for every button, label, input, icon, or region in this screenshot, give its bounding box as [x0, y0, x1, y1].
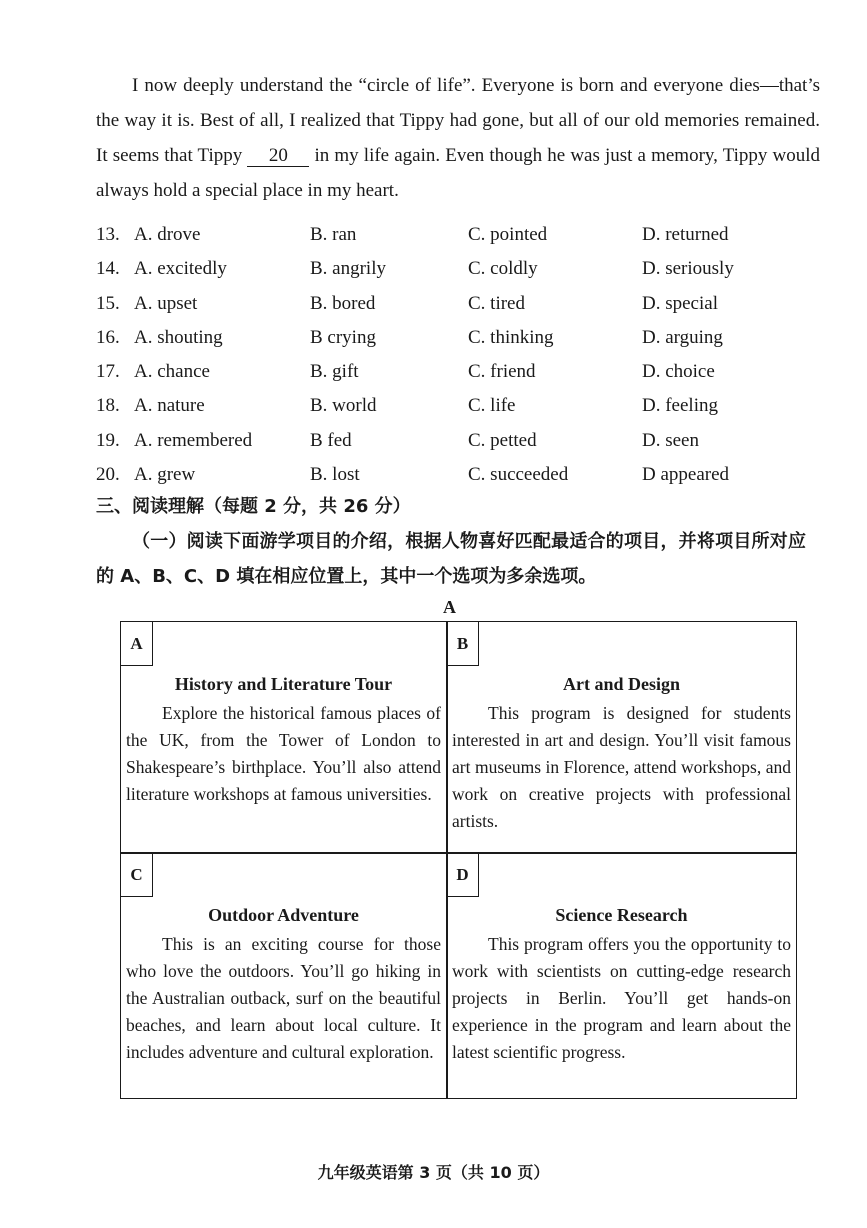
option-b: B fed [310, 429, 352, 451]
option-d: D. seriously [642, 258, 734, 280]
option-c: C. petted [468, 429, 537, 451]
program-letter: A [121, 622, 153, 666]
option-b: B. lost [310, 464, 360, 486]
question-row [96, 252, 820, 286]
blank-20: 20 [247, 146, 309, 167]
option-c: C. thinking [468, 326, 554, 348]
option-a: A. upset [134, 292, 198, 314]
cloze-passage-ending [96, 68, 820, 208]
passage-text-1: I now deeply understand the “circle of life”. Everyone is born and everyone dies—that’s the way it is. Best of all, I realized that Tippy had gone, but all of our old memories remained. It seems that Tippy [96, 75, 820, 166]
option-c: C. succeeded [468, 464, 569, 486]
program-cell-b [447, 622, 796, 852]
program-description: This is an exciting course for those who love the outdoors. You’ll go hiking in the Australian outback, surf on the beautiful beaches, and learn about local culture. It includes adventure and cultural exploration. [126, 934, 441, 1062]
program-title: Science Research [555, 905, 688, 925]
question-row [96, 355, 820, 389]
program-cell-c [121, 853, 446, 1098]
program-description: Explore the historical famous places of the UK, from the Tower of London to Shakespeare’s birthplace. You’ll also attend literature workshops at famous universities. [126, 703, 441, 804]
answer-options [96, 218, 820, 492]
question-number: 15. [96, 292, 120, 314]
option-c: C. tired [468, 292, 525, 314]
section-instructions: （一）阅读下面游学项目的介绍，根据人物喜好匹配最适合的项目，并将项目所对应的 A、B、C、D 填在相应位置上，其中一个选项为多余选项。 [96, 531, 806, 587]
question-number: 18. [96, 395, 120, 417]
question-row [96, 321, 820, 355]
question-number: 17. [96, 361, 120, 383]
program-description: This program offers you the opportunity to work with scientists on cutting-edge research projects in Berlin. You’ll get hands-on experience in the program and learn about the latest scientific progress. [452, 934, 791, 1062]
option-a: A. nature [134, 395, 205, 417]
program-table [120, 621, 797, 1099]
option-d: D. feeling [642, 395, 718, 417]
question-number: 19. [96, 429, 120, 451]
program-letter: C [121, 853, 153, 897]
page-footer: 九年级英语第 3 页（共 10 页） [317, 1163, 550, 1182]
program-title: Outdoor Adventure [208, 905, 359, 925]
option-b: B. angrily [310, 258, 386, 280]
question-number: 13. [96, 224, 120, 245]
option-a: A. grew [134, 464, 196, 486]
program-letter: D [447, 853, 479, 897]
question-number: 16. [96, 326, 120, 348]
section-heading: 三、阅读理解（每题 2 分，共 26 分） [96, 496, 411, 517]
question-number: 20. [96, 464, 120, 486]
option-b: B. world [310, 395, 377, 417]
program-title: Art and Design [562, 674, 680, 694]
question-row [96, 424, 820, 458]
option-d: D. choice [642, 361, 715, 383]
question-number: 14. [96, 258, 120, 280]
program-letter: B [447, 622, 479, 666]
program-cell-a [121, 622, 446, 852]
question-row [96, 389, 820, 423]
program-description: This program is designed for students interested in art and design. You’ll visit famous art museums in Florence, attend workshops, and work on creative projects with professional artists. [452, 703, 791, 831]
option-a: A. shouting [134, 326, 223, 348]
table-label: A [443, 597, 456, 617]
option-a: A. chance [134, 361, 210, 383]
option-d: D. seen [642, 429, 699, 451]
option-d: D. arguing [642, 326, 723, 348]
program-cell-d [447, 853, 796, 1098]
program-title: History and Literature Tour [174, 674, 393, 694]
option-d: D. special [642, 292, 718, 314]
option-c: C. friend [468, 361, 536, 383]
question-row [96, 458, 820, 492]
option-a: A. excitedly [134, 258, 227, 280]
option-c: C. coldly [468, 258, 538, 280]
option-b: B. gift [310, 361, 359, 383]
question-row [96, 218, 820, 252]
option-c: C. life [468, 395, 516, 417]
option-b: B. bored [310, 292, 376, 314]
option-d: D. returned [642, 224, 729, 245]
option-b: B. ran [310, 224, 357, 245]
passage-text-2: in my life again. Even though he was just a memory, Tippy would always hold a special place in my heart. [96, 145, 821, 201]
question-row [96, 287, 820, 321]
option-d: D appeared [642, 464, 730, 486]
option-b: B crying [310, 326, 376, 348]
option-c: C. pointed [468, 224, 548, 245]
option-a: A. drove [134, 224, 201, 245]
option-a: A. remembered [134, 429, 253, 451]
